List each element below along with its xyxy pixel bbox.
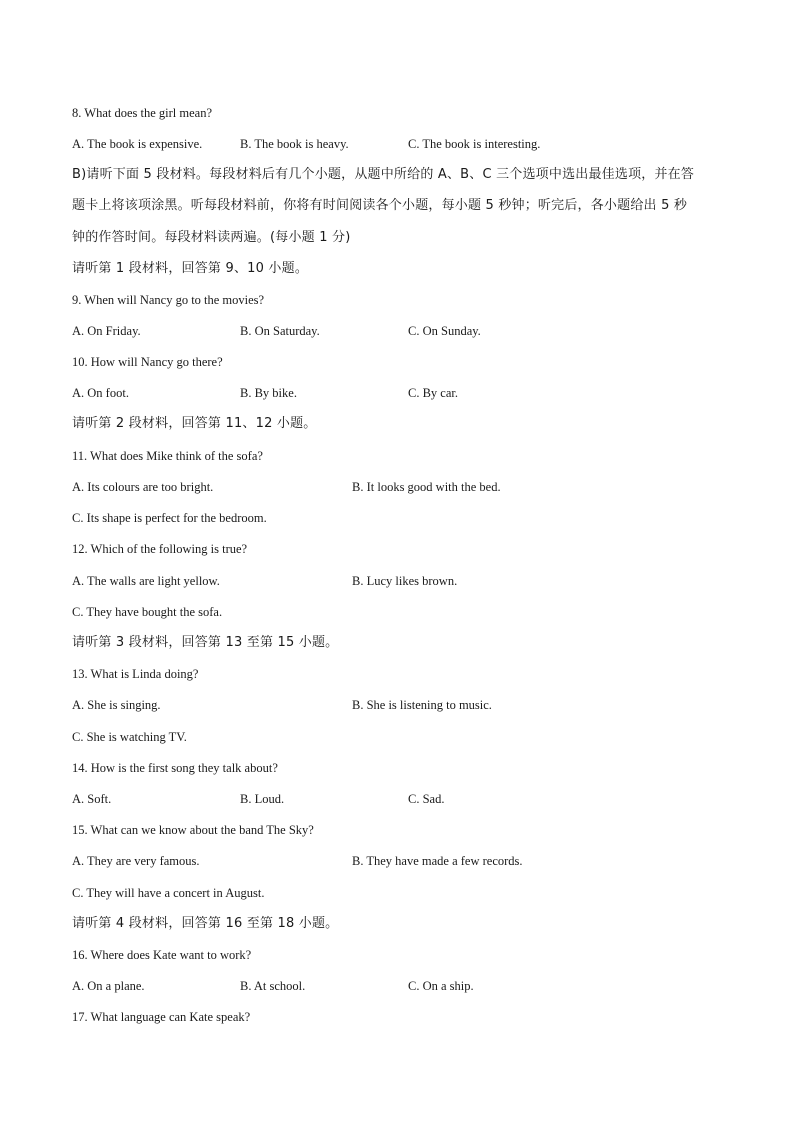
option-a: A. The book is expensive. <box>72 137 203 151</box>
passage-1-heading: 请听第 1 段材料，回答第 9、10 小题。 <box>72 261 309 276</box>
passage-3-heading: 请听第 3 段材料，回答第 13 至第 15 小题。 <box>72 635 339 650</box>
question-10: 10. How will Nancy go there? <box>72 355 223 369</box>
question-17: 17. What language can Kate speak? <box>72 1010 251 1024</box>
option-a: A. They are very famous. <box>72 854 200 868</box>
option-b: B. On Saturday. <box>240 324 320 338</box>
question-11: 11. What does Mike think of the sofa? <box>72 449 263 463</box>
question-12-option-c: C. They have bought the sofa. <box>72 605 223 619</box>
section-b-instruction-line-1: B)请听下面 5 段材料。每段材料后有几个小题，从题中所给的 A、B、C 三个选项中选出最佳选项，并在答 <box>72 167 695 182</box>
option-c: C. By car. <box>408 386 458 400</box>
question-15: 15. What can we know about the band The Sky? <box>72 823 314 837</box>
option-a: A. On a plane. <box>72 979 145 993</box>
passage-4-heading: 请听第 4 段材料，回答第 16 至第 18 小题。 <box>72 916 339 931</box>
option-a: A. On foot. <box>72 386 129 400</box>
question-15-option-c: C. They will have a concert in August. <box>72 886 265 900</box>
question-12: 12. Which of the following is true? <box>72 542 248 556</box>
option-b: B. By bike. <box>240 386 297 400</box>
section-b-instruction-line-2: 题卡上将该项涂黑。听每段材料前，你将有时间阅读各个小题，每小题 5 秒钟；听完后，各小题给出 5 秒 <box>72 198 688 213</box>
question-16: 16. Where does Kate want to work? <box>72 948 252 962</box>
option-a: A. Soft. <box>72 792 112 806</box>
option-a: A. The walls are light yellow. <box>72 574 220 588</box>
option-b: B. It looks good with the bed. <box>352 480 501 494</box>
question-8: 8. What does the girl mean? <box>72 106 213 120</box>
option-a: A. On Friday. <box>72 324 141 338</box>
option-c: C. On Sunday. <box>408 324 481 338</box>
option-c: C. The book is interesting. <box>408 137 541 151</box>
option-c: C. Sad. <box>408 792 445 806</box>
option-a: A. She is singing. <box>72 698 161 712</box>
passage-2-heading: 请听第 2 段材料，回答第 11、12 小题。 <box>72 416 317 431</box>
question-14: 14. How is the first song they talk about? <box>72 761 278 775</box>
option-b: B. They have made a few records. <box>352 854 523 868</box>
option-b: B. At school. <box>240 979 306 993</box>
option-a: A. Its colours are too bright. <box>72 480 214 494</box>
question-9: 9. When will Nancy go to the movies? <box>72 293 265 307</box>
section-b-instruction-line-3: 钟的作答时间。每段材料读两遍。(每小题 1 分) <box>72 230 351 245</box>
option-c: C. On a ship. <box>408 979 474 993</box>
option-b: B. She is listening to music. <box>352 698 492 712</box>
question-13: 13. What is Linda doing? <box>72 667 199 681</box>
option-b: B. Loud. <box>240 792 285 806</box>
question-13-option-c: C. She is watching TV. <box>72 730 187 744</box>
option-b: B. The book is heavy. <box>240 137 349 151</box>
option-b: B. Lucy likes brown. <box>352 574 458 588</box>
question-11-option-c: C. Its shape is perfect for the bedroom. <box>72 511 267 525</box>
